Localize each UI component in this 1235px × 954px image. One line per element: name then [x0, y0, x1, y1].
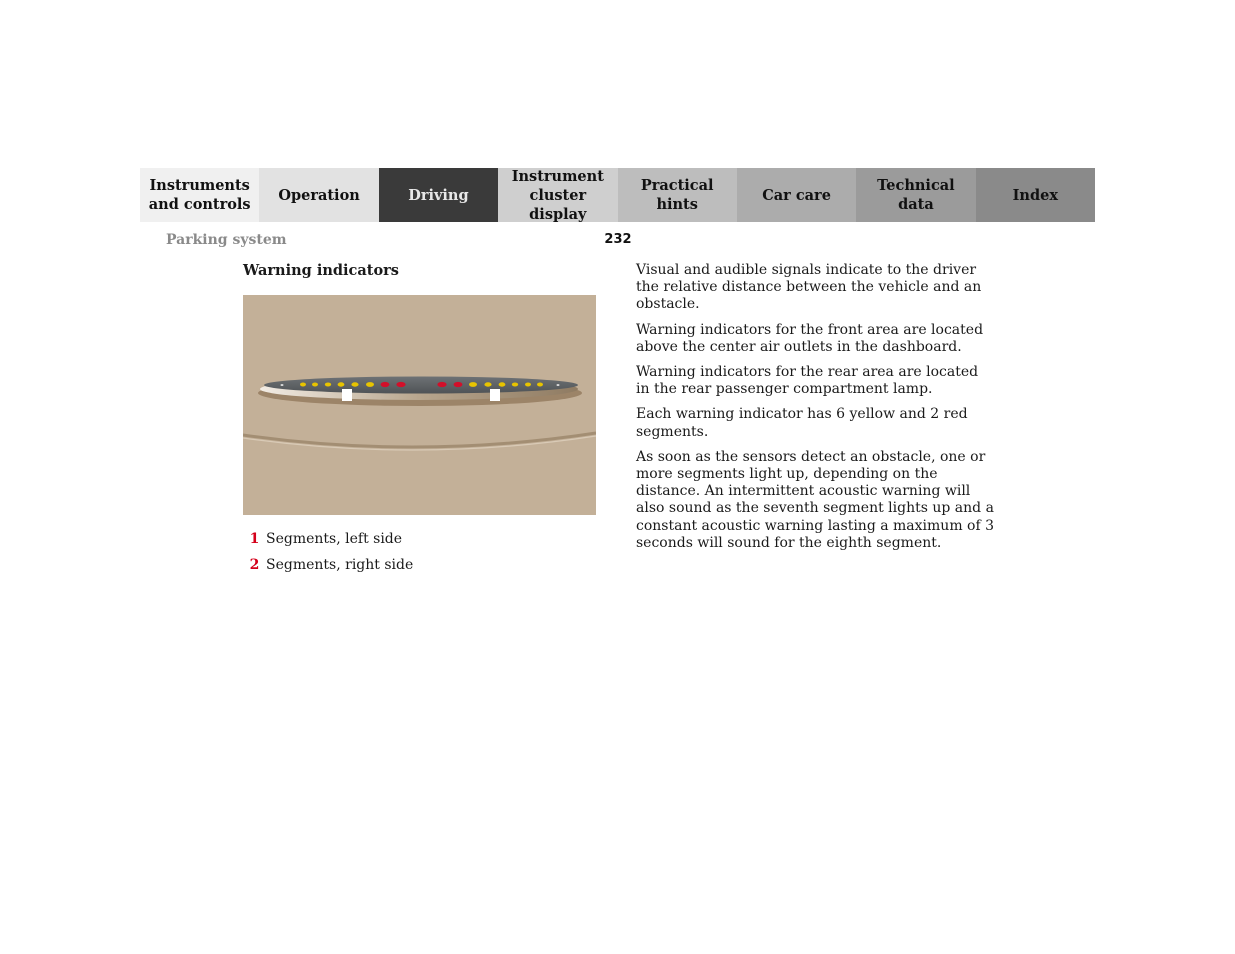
tab-car-care[interactable]: Car care	[737, 168, 856, 222]
tab-instruments-and-controls[interactable]: Instruments and controls	[140, 168, 259, 222]
warning-indicator-illustration	[243, 295, 596, 515]
tab-driving[interactable]: Driving	[379, 168, 498, 222]
callout-marker-2	[490, 389, 500, 401]
tab-index[interactable]: Index	[976, 168, 1095, 222]
tab-technical-data[interactable]: Technical data	[856, 168, 975, 222]
page-heading: Warning indicators	[243, 262, 399, 279]
legend-text: Segments, left side	[266, 531, 403, 547]
legend-text: Segments, right side	[266, 557, 414, 573]
tab-instrument-cluster-display[interactable]: Instrument cluster display	[498, 168, 617, 222]
legend-number: 1	[249, 531, 260, 547]
legend-number: 2	[249, 557, 260, 573]
legend-item	[243, 556, 603, 574]
page-number: 232	[604, 232, 632, 247]
tab-practical-hints[interactable]: Practical hints	[618, 168, 737, 222]
section-title: Parking system	[166, 232, 287, 248]
paragraph: Warning indicators for the front area are located above the center air outlets in the dashboard.	[636, 321, 984, 355]
body-text	[636, 262, 996, 560]
tab-operation[interactable]: Operation	[259, 168, 378, 222]
callout-marker-1	[342, 389, 352, 401]
figure-legend	[243, 530, 603, 582]
paragraph: As soon as the sensors detect an obstacle, one or more segments light up, depending on the distance. An intermittent acoustic warning will also sound as the seventh segment lights up and a constant acoustic warning lasting a maximum of 3 seconds will sound for the eighth segment.	[636, 448, 995, 551]
chapter-nav	[140, 168, 1095, 222]
paragraph: Each warning indicator has 6 yellow and 2 red segments.	[636, 406, 968, 440]
legend-item	[243, 530, 603, 548]
paragraph: Visual and audible signals indicate to the driver the relative distance between the vehicle and an obstacle.	[636, 262, 982, 313]
paragraph: Warning indicators for the rear area are located in the rear passenger compartment lamp.	[636, 364, 979, 398]
